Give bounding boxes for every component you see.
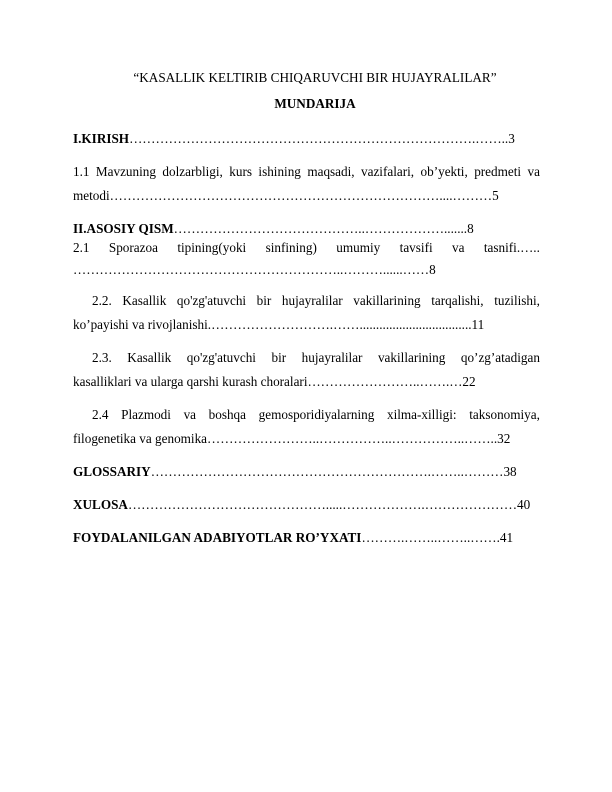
toc-heading-kirish: I.KIRISH [73, 131, 130, 146]
word: boshqa [208, 407, 247, 422]
word: hujayralilar [301, 350, 363, 365]
toc-entry-xulosa [73, 497, 530, 513]
word: 2.2. [92, 293, 112, 308]
toc-entry-asosiy [73, 221, 474, 237]
word: vakillarining [377, 350, 446, 365]
word: Kasallik [127, 350, 172, 365]
toc-heading-glossariy: GLOSSARIY [73, 464, 151, 479]
word: bir [271, 350, 287, 365]
document-title: “KASALLIK KELTIRIB CHIQARUVCHI BIR HUJAYRALILAR” [133, 70, 497, 85]
word: umumiy [336, 240, 381, 255]
word: qo'zg'atuvchi [186, 350, 256, 365]
toc-entry-2-2-line1 [92, 293, 540, 309]
word: Mavzuning [95, 164, 156, 179]
word: qo'zg'atuvchi [176, 293, 247, 308]
word: Kasallik [122, 293, 167, 308]
word: kurs [229, 164, 252, 179]
word: va [452, 240, 465, 255]
word: va [527, 164, 540, 179]
word: dolzarbligi, [162, 164, 223, 179]
toc-heading-adabiyotlar: FOYDALANILGAN ADABIYOTLAR RO’YXATI [73, 530, 362, 545]
word: Sporazoa [108, 240, 158, 255]
word: 2.1 [73, 240, 90, 255]
word: tasnifi.….. [483, 240, 540, 255]
word: 1.1 [73, 164, 90, 179]
word: bir [256, 293, 272, 308]
toc-leader-glossariy: ……………………………………………………….……..………38 [150, 464, 517, 479]
toc-entry-2-1-line1 [73, 240, 540, 256]
word: xilma-xilligi: [387, 407, 457, 422]
toc-entry-2-1-line2: ……………………………………………………..………......……8 [73, 262, 436, 277]
word: 2.4 [92, 407, 109, 422]
word: predmeti [474, 164, 522, 179]
word: vakillarining [353, 293, 421, 308]
toc-entry-2-4-line1 [92, 407, 540, 423]
toc-heading-asosiy: II.ASOSIY QISM [73, 221, 174, 236]
toc-entry-1-1-line1 [73, 164, 540, 180]
toc-entry-glossariy [73, 464, 517, 480]
toc-entry-2-4-line2: filogenetika va genomika……………………..……………..……………..……..32 [73, 431, 511, 446]
word: tuzilishi, [494, 293, 540, 308]
word: maqsadi, [307, 164, 355, 179]
word: vazifalari, [361, 164, 415, 179]
toc-leader-adabiyotlar: ……….……..……..…….41 [361, 530, 514, 545]
word: sinfining) [265, 240, 317, 255]
toc-leader-asosiy: ……………………………………..……………….......8 [173, 221, 474, 236]
toc-leader-xulosa: ……………………………………….....……………….…………………40 [127, 497, 531, 512]
word: tarqalishi, [431, 293, 484, 308]
table-of-contents-heading: MUNDARIJA [274, 96, 356, 111]
word: tipining(yoki [177, 240, 247, 255]
toc-entry-2-2-line2: ko’payishi va rivojlanishi.……………………….……..................................11 [73, 317, 485, 332]
toc-heading-xulosa: XULOSA [73, 497, 128, 512]
word: ishining [258, 164, 301, 179]
toc-entry-2-3-line1 [92, 350, 540, 366]
toc-entry-adabiyotlar [73, 530, 513, 546]
word: hujayralilar [281, 293, 343, 308]
toc-entry-kirish [73, 131, 515, 147]
word: ob’yekti, [420, 164, 468, 179]
toc-entry-1-1-line2: metodi…………………………………………………………………....………5 [73, 188, 499, 203]
word: taksonomiya, [469, 407, 540, 422]
word: qo’zg’atadigan [460, 350, 540, 365]
toc-entry-2-3-line2: kasalliklari va ularga qarshi kurash choralari……………………..…….…22 [73, 374, 476, 389]
word: 2.3. [92, 350, 112, 365]
word: tavsifi [399, 240, 433, 255]
word: gemosporidiyalarning [258, 407, 375, 422]
word: Plazmodi [121, 407, 171, 422]
word: va [183, 407, 197, 422]
toc-leader-kirish: …………………………………………………………………….……..3 [129, 131, 515, 146]
